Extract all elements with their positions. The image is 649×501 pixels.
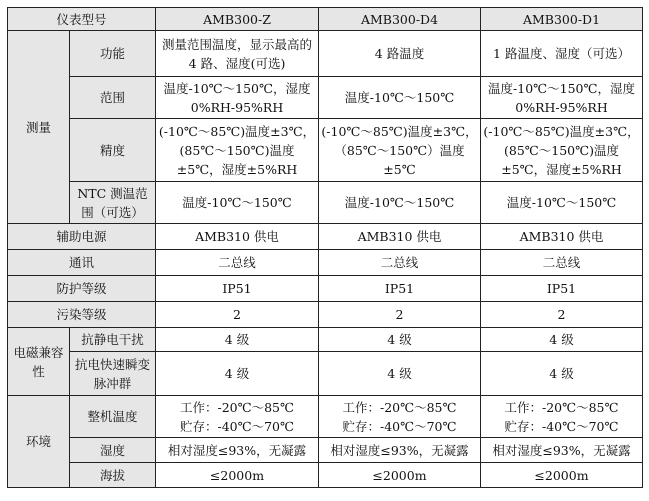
spec-table xyxy=(7,7,643,488)
altitude-label: 海拔 xyxy=(70,463,156,488)
eft-c2: 4 级 xyxy=(319,352,481,396)
accuracy-c3: (-10℃～85℃)温度±3℃，(85℃～150℃)温度±5℃，湿度±5%RH xyxy=(481,119,643,182)
emc-group-label: 电磁兼容性 xyxy=(8,328,70,396)
altitude-c3: ≤2000m xyxy=(481,463,643,488)
range-label: 范围 xyxy=(70,77,156,119)
env-temp-c2 xyxy=(319,396,481,438)
env-temp-work: 工作：-20℃～85℃ xyxy=(504,399,619,415)
humidity-label: 湿度 xyxy=(70,438,156,463)
esd-label: 抗静电干扰 xyxy=(70,328,156,352)
table-row xyxy=(8,438,643,463)
measure-group-label: 测量 xyxy=(8,31,70,224)
humidity-c3: 相对湿度≤93%，无凝露 xyxy=(481,438,643,463)
header-row xyxy=(8,8,643,31)
header-col-3: AMB300-D1 xyxy=(481,8,643,31)
table-row xyxy=(8,31,643,77)
table-row xyxy=(8,224,643,250)
accuracy-label: 精度 xyxy=(70,119,156,182)
table-row xyxy=(8,328,643,352)
header-model-label: 仪表型号 xyxy=(8,8,156,31)
function-label: 功能 xyxy=(70,31,156,77)
ntc-c2: 温度-10℃～150℃ xyxy=(319,182,481,224)
pollution-label: 污染等级 xyxy=(8,302,156,328)
table-row xyxy=(8,302,643,328)
env-temp-c1 xyxy=(156,396,319,438)
table-row xyxy=(8,276,643,302)
accuracy-c1: (-10℃～85℃)温度±3℃，(85℃～150℃)温度±5℃，湿度±5%RH xyxy=(156,119,319,182)
protection-c3: IP51 xyxy=(481,276,643,302)
eft-c1: 4 级 xyxy=(156,352,319,396)
comm-c2: 二总线 xyxy=(319,250,481,276)
table-row xyxy=(8,396,643,438)
env-temp-work: 工作：-20℃～85℃ xyxy=(342,399,457,415)
eft-label: 抗电快速瞬变脉冲群 xyxy=(70,352,156,396)
aux-power-c1: AMB310 供电 xyxy=(156,224,319,250)
protection-label: 防护等级 xyxy=(8,276,156,302)
env-temp-store: 贮存：-40℃～70℃ xyxy=(342,418,457,434)
spec-table-container xyxy=(7,7,643,488)
humidity-c1: 相对湿度≤93%，无凝露 xyxy=(156,438,319,463)
aux-power-c2: AMB310 供电 xyxy=(319,224,481,250)
env-temp-store: 贮存：-40℃～70℃ xyxy=(179,418,294,434)
ntc-c1: 温度-10℃～150℃ xyxy=(156,182,319,224)
table-row xyxy=(8,250,643,276)
table-row xyxy=(8,119,643,182)
env-temp-label: 整机温度 xyxy=(70,396,156,438)
table-row xyxy=(8,77,643,119)
comm-c1: 二总线 xyxy=(156,250,319,276)
comm-c3: 二总线 xyxy=(481,250,643,276)
env-temp-work: 工作：-20℃～85℃ xyxy=(179,399,294,415)
humidity-c2: 相对湿度≤93%，无凝露 xyxy=(319,438,481,463)
aux-power-label: 辅助电源 xyxy=(8,224,156,250)
altitude-c1: ≤2000m xyxy=(156,463,319,488)
table-row xyxy=(8,463,643,488)
range-c1: 温度-10℃～150℃，湿度0%RH-95%RH xyxy=(156,77,319,119)
pollution-c2: 2 xyxy=(319,302,481,328)
eft-c3: 4 级 xyxy=(481,352,643,396)
cropped-text-fragment xyxy=(7,0,107,5)
altitude-c2: ≤2000m xyxy=(319,463,481,488)
table-row xyxy=(8,182,643,224)
table-row xyxy=(8,352,643,396)
header-col-2: AMB300-D4 xyxy=(319,8,481,31)
esd-c1: 4 级 xyxy=(156,328,319,352)
header-col-1: AMB300-Z xyxy=(156,8,319,31)
ntc-label: NTC 测温范围（可选） xyxy=(70,182,156,224)
esd-c2: 4 级 xyxy=(319,328,481,352)
pollution-c3: 2 xyxy=(481,302,643,328)
function-c2: 4 路温度 xyxy=(319,31,481,77)
range-c2: 温度-10℃～150℃ xyxy=(319,77,481,119)
ntc-c3: 温度-10℃～150℃ xyxy=(481,182,643,224)
protection-c2: IP51 xyxy=(319,276,481,302)
env-temp-c3 xyxy=(481,396,643,438)
function-c3: 1 路温度、湿度（可选） xyxy=(481,31,643,77)
esd-c3: 4 级 xyxy=(481,328,643,352)
pollution-c1: 2 xyxy=(156,302,319,328)
aux-power-c3: AMB310 供电 xyxy=(481,224,643,250)
env-group-label: 环境 xyxy=(8,396,70,488)
comm-label: 通讯 xyxy=(8,250,156,276)
function-c1: 测量范围温度，显示最高的 4 路、湿度(可选) xyxy=(156,31,319,77)
range-c3: 温度-10℃～150℃，湿度0%RH-95%RH xyxy=(481,77,643,119)
accuracy-c2: (-10℃～85℃)温度±3℃，（85℃～150℃）温度±5℃ xyxy=(319,119,481,182)
protection-c1: IP51 xyxy=(156,276,319,302)
env-temp-store: 贮存：-40℃～70℃ xyxy=(504,418,619,434)
